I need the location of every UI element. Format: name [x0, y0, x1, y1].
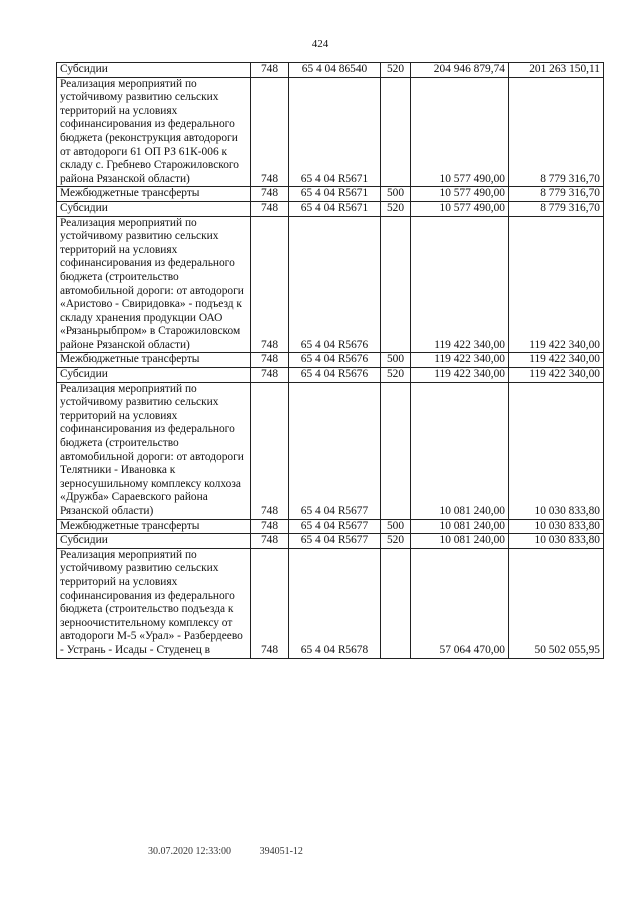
table-row — [57, 216, 604, 353]
sum2-cell: 50 502 055,95 — [509, 548, 604, 658]
row-name-cell: Субсидии — [57, 368, 251, 383]
gr-cell: 748 — [251, 63, 289, 78]
gr-cell: 748 — [251, 534, 289, 549]
gr-cell: 748 — [251, 519, 289, 534]
vr-cell: 520 — [381, 534, 411, 549]
vr-cell — [381, 382, 411, 519]
sum1-cell: 204 946 879,74 — [411, 63, 509, 78]
gr-cell: 748 — [251, 187, 289, 202]
gr-cell: 748 — [251, 201, 289, 216]
sum1-cell: 57 064 470,00 — [411, 548, 509, 658]
gr-cell: 748 — [251, 353, 289, 368]
csr-cell: 65 4 04 R5671 — [289, 77, 381, 187]
table-row — [57, 353, 604, 368]
footer-doc-code: 394051-12 — [259, 846, 303, 857]
gr-cell: 748 — [251, 548, 289, 658]
sum1-cell: 10 081 240,00 — [411, 534, 509, 549]
page-number: 424 — [311, 38, 329, 50]
vr-cell — [381, 77, 411, 187]
csr-cell: 65 4 04 R5676 — [289, 368, 381, 383]
gr-cell: 748 — [251, 368, 289, 383]
table-row — [57, 201, 604, 216]
vr-cell — [381, 548, 411, 658]
csr-cell: 65 4 04 R5677 — [289, 519, 381, 534]
vr-cell: 520 — [381, 63, 411, 78]
row-name-cell: Субсидии — [57, 63, 251, 78]
row-name-cell: Межбюджетные трансферты — [57, 353, 251, 368]
gr-cell: 748 — [251, 77, 289, 187]
sum2-cell: 119 422 340,00 — [509, 353, 604, 368]
sum1-cell: 119 422 340,00 — [411, 216, 509, 353]
csr-cell: 65 4 04 R5678 — [289, 548, 381, 658]
row-name-cell: Реализация мероприятий по устойчивому развитию сельских территорий на условиях софинансирования из федерального бюджета (реконструкция автодороги от автодороги 61 ОП РЗ 61К-006 к складу с. Гребнево Старожиловского района Рязанской области) — [57, 77, 251, 187]
sum2-cell: 8 779 316,70 — [509, 77, 604, 187]
vr-cell: 520 — [381, 368, 411, 383]
sum2-cell: 8 779 316,70 — [509, 201, 604, 216]
sum2-cell: 10 030 833,80 — [509, 534, 604, 549]
csr-cell: 65 4 04 86540 — [289, 63, 381, 78]
sum1-cell: 119 422 340,00 — [411, 368, 509, 383]
row-name-cell: Реализация мероприятий по устойчивому развитию сельских территорий на условиях софинансирования из федерального бюджета (строительство подъезда к зерноочистительному комплексу от автодороги М-5 «Урал» - Разбердеево - Устрань - Исады - Студенец в — [57, 548, 251, 658]
vr-cell: 500 — [381, 187, 411, 202]
sum1-cell: 10 081 240,00 — [411, 519, 509, 534]
gr-cell: 748 — [251, 216, 289, 353]
sum2-cell: 10 030 833,80 — [509, 382, 604, 519]
sum2-cell: 201 263 150,11 — [509, 63, 604, 78]
sum2-cell: 10 030 833,80 — [509, 519, 604, 534]
sum1-cell: 10 577 490,00 — [411, 201, 509, 216]
footer — [148, 846, 329, 857]
footer-timestamp: 30.07.2020 12:33:00 — [148, 846, 232, 857]
csr-cell: 65 4 04 R5677 — [289, 382, 381, 519]
csr-cell: 65 4 04 R5677 — [289, 534, 381, 549]
vr-cell: 500 — [381, 519, 411, 534]
table-row — [57, 187, 604, 202]
sum1-cell: 10 577 490,00 — [411, 77, 509, 187]
table-row — [57, 519, 604, 534]
sum1-cell: 10 081 240,00 — [411, 382, 509, 519]
csr-cell: 65 4 04 R5676 — [289, 353, 381, 368]
gr-cell: 748 — [251, 382, 289, 519]
table-row — [57, 368, 604, 383]
budget-table — [56, 62, 604, 659]
vr-cell: 520 — [381, 201, 411, 216]
row-name-cell: Субсидии — [57, 534, 251, 549]
csr-cell: 65 4 04 R5676 — [289, 216, 381, 353]
row-name-cell: Межбюджетные трансферты — [57, 187, 251, 202]
sum1-cell: 119 422 340,00 — [411, 353, 509, 368]
sum2-cell: 8 779 316,70 — [509, 187, 604, 202]
table-row — [57, 534, 604, 549]
table-row — [57, 77, 604, 187]
vr-cell — [381, 216, 411, 353]
sum2-cell: 119 422 340,00 — [509, 216, 604, 353]
row-name-cell: Межбюджетные трансферты — [57, 519, 251, 534]
table-row — [57, 548, 604, 658]
table-row — [57, 382, 604, 519]
table-row — [57, 63, 604, 78]
vr-cell: 500 — [381, 353, 411, 368]
csr-cell: 65 4 04 R5671 — [289, 201, 381, 216]
sum2-cell: 119 422 340,00 — [509, 368, 604, 383]
sum1-cell: 10 577 490,00 — [411, 187, 509, 202]
row-name-cell: Реализация мероприятий по устойчивому развитию сельских территорий на условиях софинансирования из федерального бюджета (строительство автомобильной дороги: от автодороги «Аристово - Свиридовка» - подъезд к складу хранения продукции ОАО «Рязаньрыбпром» в Старожиловском районе Рязанской области) — [57, 216, 251, 353]
budget-table-body — [57, 63, 604, 659]
csr-cell: 65 4 04 R5671 — [289, 187, 381, 202]
row-name-cell: Субсидии — [57, 201, 251, 216]
row-name-cell: Реализация мероприятий по устойчивому развитию сельских территорий на условиях софинансирования из федерального бюджета (строительство автомобильной дороги: от автодороги Телятники - Ивановка к зерносушильному комплексу колхоза «Дружба» Сараевского района Рязанской области) — [57, 382, 251, 519]
